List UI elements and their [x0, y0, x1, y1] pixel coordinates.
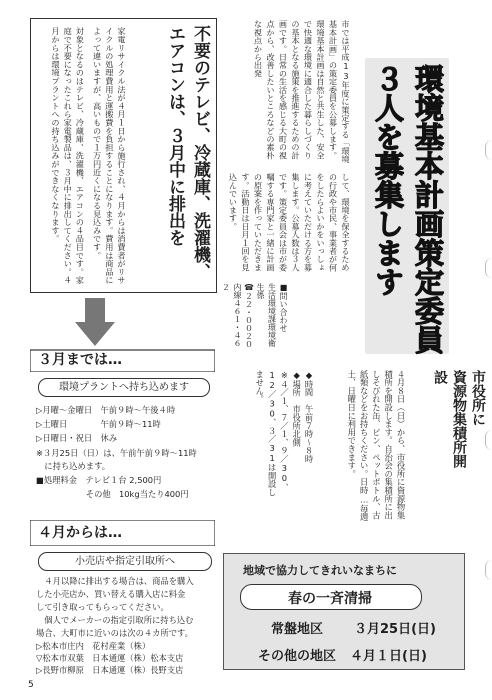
facility-time: ◆時間 午前７時～８時	[304, 370, 314, 463]
contact-dept: 生活環境課環境衛生係	[256, 283, 277, 347]
recruit-body-top	[225, 20, 352, 165]
april-line: 個人でメーカーの指定引取所に持ち込む	[36, 615, 194, 625]
facility-title-line-1: 市役所に	[470, 370, 486, 426]
facility-body	[225, 370, 427, 555]
contact-phone: ☎２２・００２０	[244, 283, 254, 348]
fee-line: ■処理料金 テレビ１台 2,500円	[36, 475, 162, 485]
headline	[162, 25, 212, 287]
march-subtitle: 環境プラントへ持ち込めます	[38, 378, 210, 397]
recruit-title-line-1: 環境基本計画策定委員	[411, 64, 445, 354]
facility-paragraph: ４月８日（日）から、市役所に資源物集積所を開設します。自治会の集積所に出しそびれた缶、ビン、ペットボトル、古紙類などをお持ちください。日時…毎週土、日曜日に利用できます。	[346, 370, 406, 522]
april-title: ４月からは…	[38, 525, 122, 541]
schedule-line: ※３月25日（日）は、午前午前９時～11時	[36, 448, 197, 458]
binding-hole	[485, 560, 492, 580]
march-title: ３月までは…	[38, 352, 122, 368]
schedule-line: ▷日曜日・祝日 休み	[36, 433, 118, 443]
recruit-paragraph-2: して、環境を保全するための行政や市民、事業者が何をしたらよいかをいっしょに考えていただける方を募集します。公募人数は３人です。策定委員会は市が委嘱する専門家と一緒に計画の原案を作っていただきます。活動日は日月１回を見込んでいます。	[228, 173, 351, 272]
cleanup-area: その他の地区	[258, 649, 337, 664]
binding-hole	[485, 140, 492, 160]
april-line: 場合、大町市に近いのは次の４カ所です。	[36, 628, 193, 638]
page-number: 5	[28, 680, 34, 690]
recruit-paragraph-1: 市では平成13年度に策定する「環境基本計画」の策定委員を公募します。環境基本計画は自然と共生した、安全で快適な環境に適合した暮らしづくりの基本となる施策を推進するための計画です。日常の生活を感じる大町の視点から、改善したいところなどの素朴な視点から出発	[253, 20, 351, 163]
binding-hole	[485, 430, 492, 450]
cleanup-date: ４月１日(日)	[350, 649, 427, 664]
paragraph-1: 家電リサイクル法が４月１日から施行され、４月からは消費者がリサイクルの処理費用と運搬費を負担することになります。費用は商品によって違いますが、高いもので１万円近くになる見込みです。	[92, 27, 127, 285]
headline-line-2: エアコンは、３月中に排出を	[165, 25, 185, 246]
contact-block	[221, 283, 289, 353]
down-arrow-icon	[75, 298, 115, 346]
recruit-title-line-2: ３人を募集します	[371, 64, 405, 296]
contact-extension: 内線４６１・４６２	[221, 283, 242, 347]
facility-place: ◆場所 市役所北側	[291, 370, 302, 447]
april-subtitle: 小売店や指定引取所へ	[38, 552, 212, 571]
fee-line: その他 10kg当たり400円	[36, 489, 189, 499]
april-line: して引き取ってもらってください。	[36, 602, 169, 612]
paragraph-2: 対象となるのはテレビ、冷蔵庫、洗濯機、エアコンの４品目です。家庭で不要になったこれら家電製品は、３月中に排出してください。４月からは環境プラントへの持ち込みができなくなります。	[50, 27, 86, 285]
notice-box	[30, 18, 217, 293]
binding-hole	[485, 258, 492, 278]
cleanup-heading: 地域で協力してきれいなまちに	[243, 564, 397, 577]
april-line: ４月以降に排出する場合は、商品を購入	[36, 576, 194, 586]
cleanup-date: ３月25日(日)	[354, 622, 436, 637]
cleanup-title: 春の一斉清掃	[288, 591, 372, 607]
contact-text	[220, 283, 289, 353]
schedule-line: ▷土曜日 午前９時～11時	[36, 419, 161, 429]
schedule-line: に持ち込めます。	[36, 461, 111, 471]
cleanup-area: 常盤地区	[271, 622, 324, 637]
contact-label: ■問い合わせ	[279, 283, 288, 332]
notice-body	[45, 27, 128, 285]
schedule-line: ▷月曜～金曜日 午前９時～午後４時	[36, 405, 176, 415]
facility-schedule	[254, 370, 315, 500]
facility-title	[430, 370, 487, 468]
headline-line-1: 不要のテレビ、冷蔵庫、洗濯機、	[190, 25, 210, 280]
facility-title-line-2: 資源物集積所開設	[432, 370, 467, 468]
april-line: した小売店か、買い替える購入店に料金	[36, 589, 186, 599]
facility-list-item: ▷長野市柳原 日本通運（株）長野支店	[36, 665, 184, 675]
facility-list-item: ▽松本市双葉 日本通運（株）松本支店	[36, 653, 184, 663]
facility-closed: ※４／１、７／１、９／30、12／30、３／31は開設しません。	[254, 370, 290, 497]
facility-list-item: ▷松本市庄内 花村産業（株）	[36, 641, 151, 651]
